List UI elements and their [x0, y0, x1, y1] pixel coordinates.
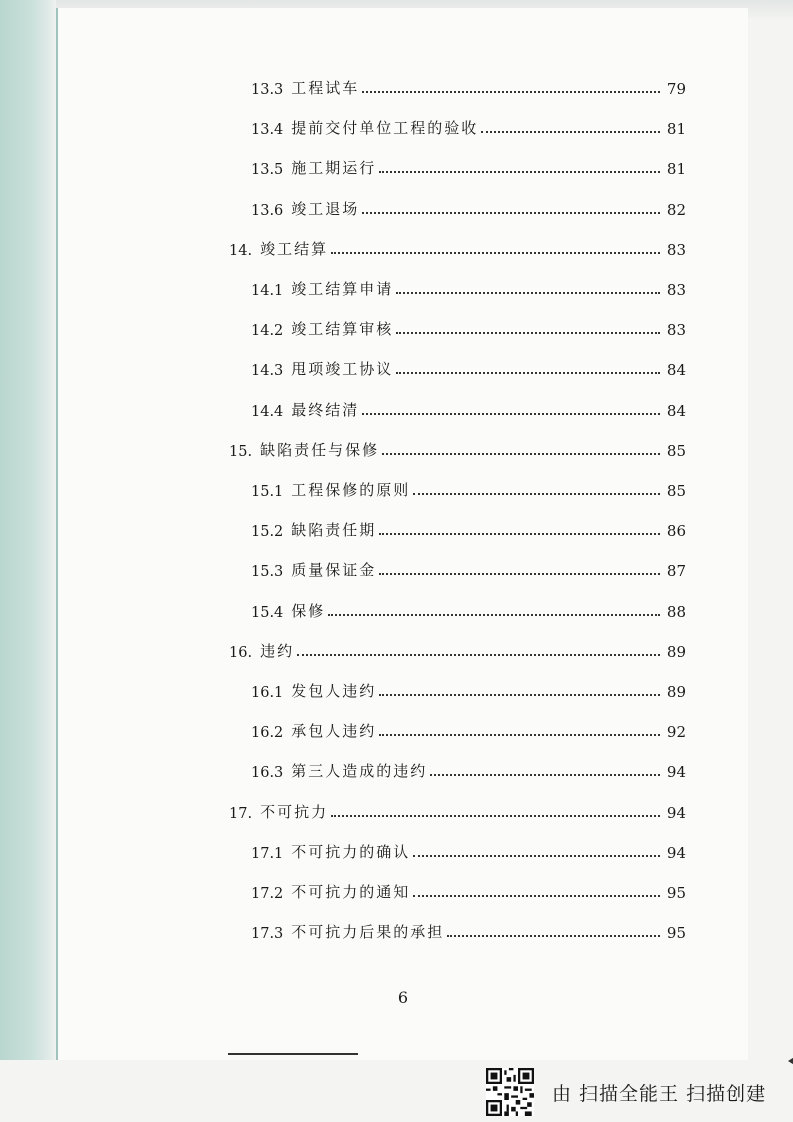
toc-entry-title: 违约: [260, 641, 295, 660]
toc-leader-dots: [396, 292, 660, 294]
toc-leader-dots: [379, 573, 660, 575]
toc-entry: [229, 637, 748, 661]
toc-entry: [251, 918, 748, 942]
toc-leader-dots: [430, 774, 660, 776]
toc-leader-dots: [396, 332, 660, 334]
toc-entry-page: 85: [666, 482, 686, 500]
toc-entry-number: 14.2: [251, 323, 284, 340]
toc-entry-page: 94: [666, 803, 686, 822]
toc-entry-number: 15.2: [251, 524, 284, 541]
toc-entry: [251, 315, 748, 339]
toc-entry-number: 16.1: [251, 685, 284, 701]
toc-entry: [251, 838, 748, 862]
toc-entry-number: 17.2: [251, 886, 284, 902]
corner-mark-icon: [788, 1056, 793, 1066]
scanner-watermark: [486, 1066, 786, 1118]
toc-leader-dots: [379, 533, 660, 535]
toc-entry-page: 89: [666, 642, 686, 661]
toc-entry: [251, 355, 748, 379]
toc-entry-number: 14.1: [251, 283, 284, 299]
footer-rule: [228, 1053, 358, 1055]
toc-entry-number: 14.: [229, 242, 253, 259]
toc-entry: [251, 556, 748, 580]
toc-leader-dots: [396, 372, 660, 374]
scan-edge-left: [0, 0, 56, 1060]
toc-entry-title: 最终结清: [291, 400, 360, 419]
toc-entry-title: 竣工退场: [291, 199, 360, 218]
toc-entry-number: 16.2: [251, 725, 284, 742]
toc-entry: [229, 798, 748, 822]
toc-entry: [251, 154, 748, 178]
toc-entry-page: 83: [666, 321, 686, 340]
toc-entry-title: 竣工结算审核: [291, 320, 394, 339]
toc-entry-title: 发包人违约: [291, 682, 377, 700]
toc-entry-title: 提前交付单位工程的验收: [291, 119, 479, 138]
toc-leader-dots: [362, 413, 660, 415]
toc-entry-title: 工程保修的原则: [291, 481, 411, 499]
toc-entry-title: 质量保证金: [291, 561, 377, 580]
toc-entry-title: 不可抗力的通知: [291, 883, 411, 901]
toc-leader-dots: [447, 935, 660, 937]
toc-leader-dots: [379, 734, 660, 736]
toc-entry-number: 13.5: [251, 162, 284, 179]
toc-entry-title: 竣工结算申请: [291, 280, 394, 298]
toc-leader-dots: [481, 131, 660, 133]
toc-entry-page: 84: [666, 401, 686, 420]
toc-entry-number: 15.4: [251, 604, 284, 621]
qr-code-icon: [486, 1068, 534, 1116]
toc-entry-title: 缺陷责任与保修: [260, 440, 380, 459]
toc-entry: [251, 476, 748, 500]
toc-entry: [229, 436, 748, 460]
toc-entry-title: 不可抗力的确认: [291, 842, 411, 861]
toc-entry-page: 92: [666, 723, 686, 742]
toc-entry-page: 81: [666, 160, 686, 179]
toc-entry-page: 79: [666, 80, 686, 98]
toc-entry-number: 14.3: [251, 363, 284, 380]
toc-entry-title: 承包人违约: [291, 722, 377, 741]
toc-leader-dots: [379, 171, 660, 173]
toc-entry-number: 13.4: [251, 122, 284, 139]
document-page: [56, 8, 748, 1060]
toc-entry: [251, 597, 748, 621]
toc-entry: [251, 878, 748, 902]
toc-entry-title: 甩项竣工协议: [291, 360, 394, 379]
toc-entry-title: 第三人造成的违约: [291, 762, 428, 781]
toc-leader-dots: [297, 654, 660, 656]
toc-entry-number: 16.3: [251, 765, 284, 782]
toc-entry-title: 工程试车: [291, 79, 360, 97]
toc-entry-page: 83: [666, 281, 686, 299]
toc-entry-page: 86: [666, 522, 686, 541]
toc-entry-title: 竣工结算: [260, 239, 329, 258]
toc-entry-page: 87: [666, 562, 686, 581]
toc-leader-dots: [328, 614, 660, 616]
toc-entry: [251, 275, 748, 299]
toc-entry: [251, 757, 748, 781]
toc-entry-page: 81: [666, 120, 686, 139]
toc-entry: [251, 195, 748, 219]
toc-entry-number: 17.: [229, 805, 253, 822]
toc-entry-number: 15.3: [251, 564, 284, 581]
toc-entry: [229, 235, 748, 259]
toc-leader-dots: [331, 252, 660, 254]
toc-entry-number: 15.: [229, 443, 253, 460]
toc-leader-dots: [379, 694, 660, 696]
toc-entry: [251, 516, 748, 540]
toc-entry-number: 15.1: [251, 484, 284, 500]
toc-entry: [251, 396, 748, 420]
toc-leader-dots: [413, 855, 660, 857]
toc-entry-number: 13.6: [251, 202, 284, 219]
toc-entry-page: 88: [666, 602, 686, 621]
toc-leader-dots: [382, 453, 660, 455]
toc-leader-dots: [362, 91, 660, 93]
page-number: 6: [397, 988, 409, 1007]
toc-entry-page: 85: [666, 441, 686, 460]
toc-entry-number: 17.3: [251, 926, 284, 943]
toc-entry-page: 83: [666, 240, 686, 259]
scanner-watermark-text: 由 扫描全能王 扫描创建: [552, 1082, 767, 1105]
toc-entry: [251, 717, 748, 741]
table-of-contents: [58, 8, 748, 1060]
toc-leader-dots: [362, 212, 660, 214]
toc-entry: [251, 114, 748, 138]
toc-entry: [251, 677, 748, 701]
toc-entry-title: 不可抗力后果的承担: [291, 923, 445, 942]
toc-entry-title: 保修: [291, 601, 326, 620]
toc-entry-number: 14.4: [251, 403, 284, 420]
toc-entry-page: 94: [666, 843, 686, 862]
toc-entry-page: 89: [666, 683, 686, 701]
toc-entry-page: 82: [666, 200, 686, 219]
toc-entry-page: 95: [666, 924, 686, 943]
toc-entry-number: 13.3: [251, 82, 284, 98]
toc-entry-page: 95: [666, 884, 686, 902]
toc-entry-title: 不可抗力: [260, 802, 329, 821]
toc-entry-title: 施工期运行: [291, 159, 377, 178]
toc-entry-title: 缺陷责任期: [291, 521, 377, 540]
toc-leader-dots: [331, 815, 660, 817]
toc-entry-number: 16.: [229, 644, 253, 661]
toc-entry: [251, 74, 748, 98]
toc-leader-dots: [413, 895, 660, 897]
toc-leader-dots: [413, 493, 660, 495]
toc-entry-number: 17.1: [251, 845, 284, 862]
toc-entry-page: 84: [666, 361, 686, 380]
toc-entry-page: 94: [666, 763, 686, 782]
